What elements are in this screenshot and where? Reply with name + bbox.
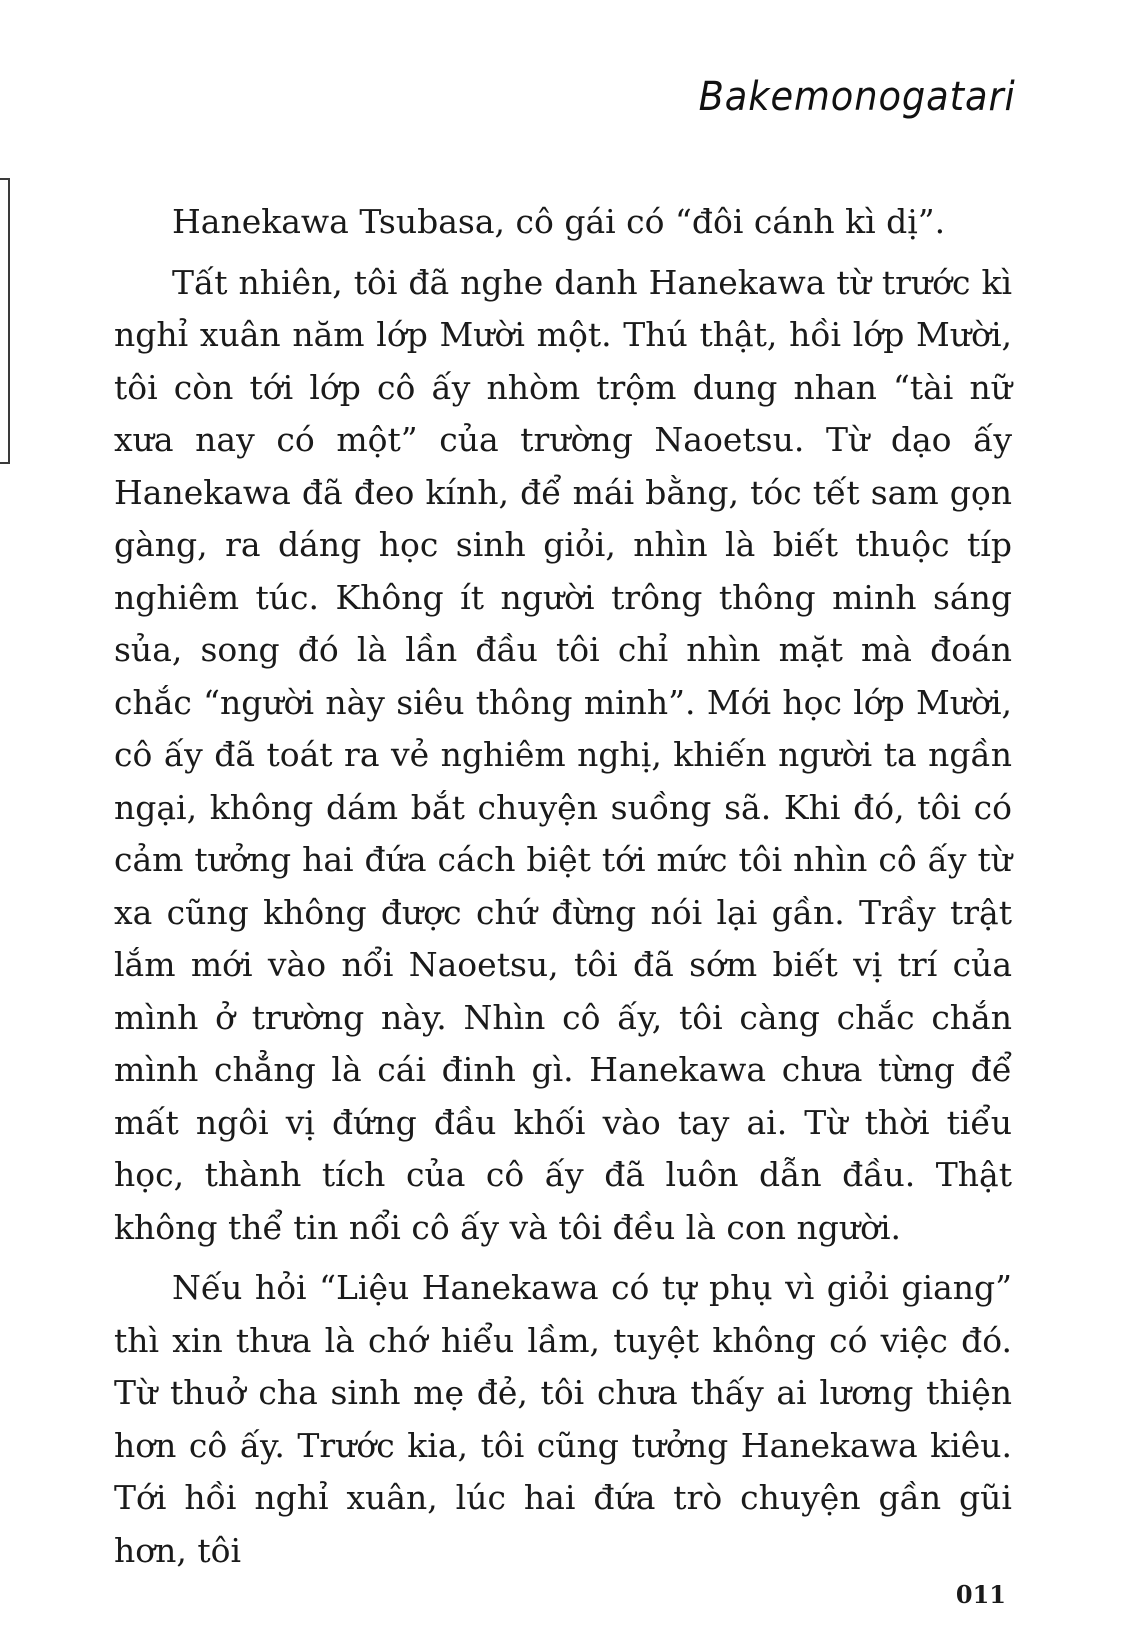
binding-mark-bottom	[0, 462, 10, 464]
running-head: Bakemonogatari	[698, 74, 1016, 120]
paragraph: Nếu hỏi “Liệu Hanekawa có tự phụ vì giỏi giang” thì xin thưa là chớ hiểu lầm, tuyệt không có việc đó. Từ thuở cha sinh mẹ đẻ, tôi chưa thấy ai lương thiện hơn cô ấy. Trước kia, tôi cũng tưởng Hanekawa kiêu. Tới hồi nghỉ xuân, lúc hai đứa trò chuyện gần gũi hơn, tôi	[114, 1268, 1012, 1570]
binding-mark	[8, 180, 10, 464]
page-edge	[0, 0, 12, 1644]
paragraph: Tất nhiên, tôi đã nghe danh Hanekawa từ trước kì nghỉ xuân năm lớp Mười một. Thú thật, hồi lớp Mười, tôi còn tới lớp cô ấy nhòm trộm dung nhan “tài nữ xưa nay có một” của trường Naoetsu. Từ dạo ấy Hanekawa đã đeo kính, để mái bằng, tóc tết sam gọn gàng, ra dáng học sinh giỏi, nhìn là biết thuộc típ nghiêm túc. Không ít người trông thông minh sáng sủa, song đó là lần đầu tôi chỉ nhìn mặt mà đoán chắc “người này siêu thông minh”. Mới học lớp Mười, cô ấy đã toát ra vẻ nghiêm nghị, khiến người ta ngần ngại, không dám bắt chuyện suồng sã. Khi đó, tôi có cảm tưởng hai đứa cách biệt tới mức tôi nhìn cô ấy từ xa cũng không được chứ đừng nói lại gần. Trầy trật lắm mới vào nổi Naoetsu, tôi đã sớm biết vị trí của mình ở trường này. Nhìn cô ấy, tôi càng chắc chắn mình chẳng là cái đinh gì. Hanekawa chưa từng để mất ngôi vị đứng đầu khối vào tay ai. Từ thời tiểu học, thành tích của cô ấy đã luôn dẫn đầu. Thật không thể tin nổi cô ấy và tôi đều là con người.	[114, 262, 1012, 1247]
body-text	[114, 196, 1012, 1585]
page-number: 011	[955, 1580, 1006, 1609]
paragraph: Hanekawa Tsubasa, cô gái có “đôi cánh kì dị”.	[172, 202, 946, 241]
